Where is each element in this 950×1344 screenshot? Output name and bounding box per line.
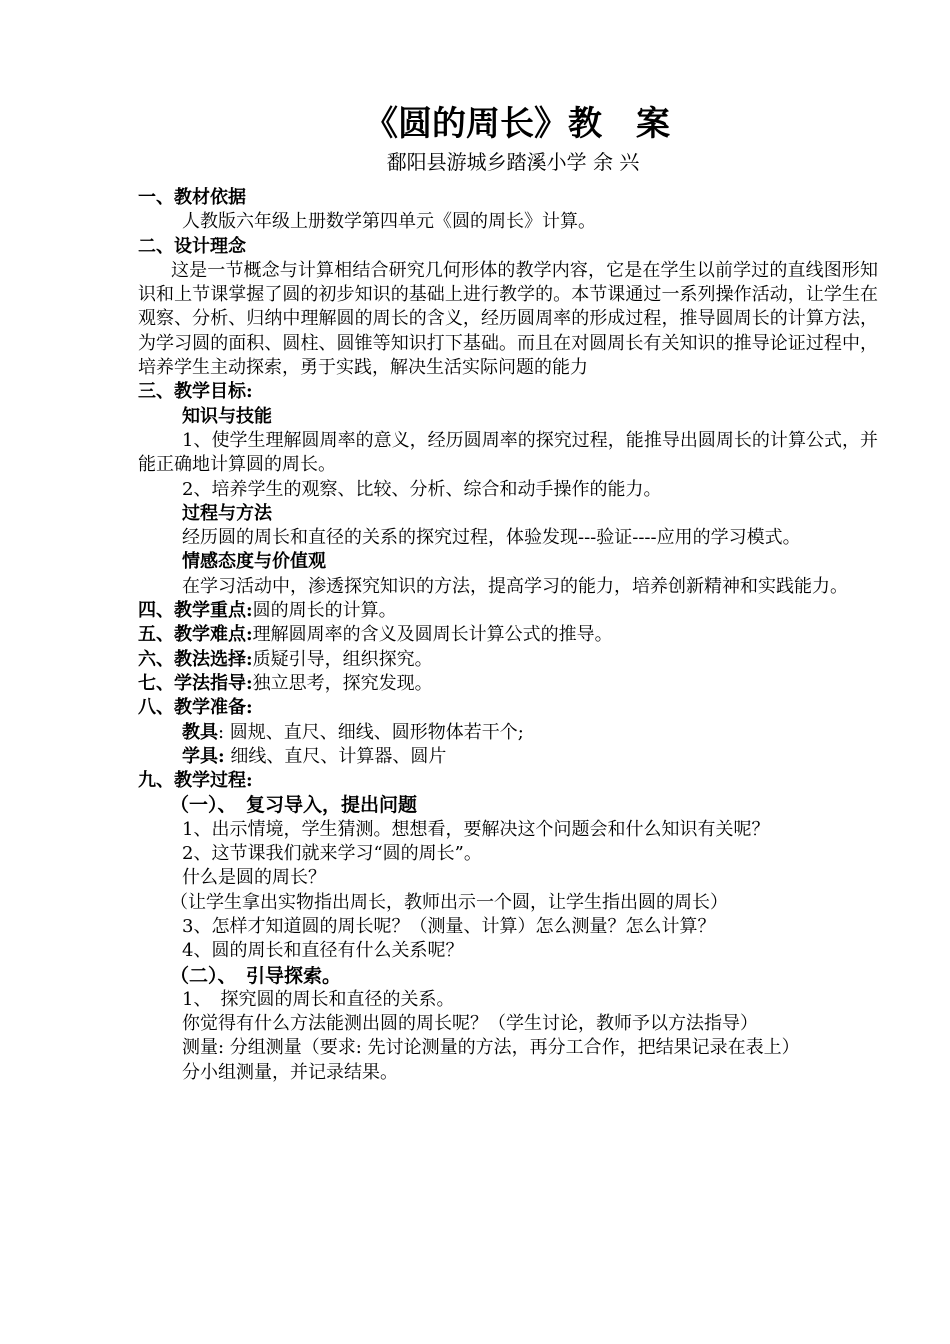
section-heading-3: 三、教学目标: xyxy=(138,381,253,403)
part-2-line-4: 分小组测量，并记录结果。 xyxy=(182,1061,398,1083)
subheading-process: 过程与方法 xyxy=(182,502,272,524)
subheading-emotion: 情感态度与价值观 xyxy=(182,551,326,573)
lesson-plan-page xyxy=(138,100,878,1085)
section-heading-8: 八、教学准备: xyxy=(138,697,253,719)
section-4 xyxy=(138,599,878,623)
student-tools xyxy=(138,745,878,769)
page-title: 《圆的周长》教 案 xyxy=(364,104,670,144)
part-2-line-2: 你觉得有什么方法能测出圆的周长呢？（学生讨论，教师予以方法指导） xyxy=(182,1013,758,1035)
section-heading-9: 九、教学过程: xyxy=(138,770,253,792)
student-tools-text: 细线、直尺、计算器、圆片 xyxy=(224,745,447,767)
section-6 xyxy=(138,648,878,672)
section-text-4: 圆的周长的计算。 xyxy=(252,600,397,622)
section-text-5: 理解圆周率的含义及圆周长计算公式的推导。 xyxy=(252,624,613,646)
section-text-2: 这是一节概念与计算相结合研究几何形体的教学内容，它是在学生以前学过的直线图形知识和上节课掌握了圆的初步知识的基础上进行教学的。本节课通过一系列操作活动，让学生在观察、分析、归纳中理解圆的周长的含义，经历圆周率的形成过程，推导圆周长的计算方法，为学习圆的面积、圆柱、圆锥等知识打下基础。而且在对圆周长有关知识的推导论证过程中，培养学生主动探索，勇于实践，解决生活实际问题的能力 xyxy=(138,259,878,379)
student-tools-label: 学具: xyxy=(182,745,225,767)
part-2-line-3: 测量: 分组测量（要求: 先讨论测量的方法，再分工合作，把结果记录在表上） xyxy=(182,1037,800,1059)
teacher-tools-label: 教具 xyxy=(182,721,218,743)
objective-k2: 2、培养学生的观察、比较、分析、综合和动手操作的能力。 xyxy=(182,478,662,500)
section-5 xyxy=(138,623,878,647)
section-heading-7: 七、学法指导: xyxy=(138,672,253,694)
part-1-line-2: 2、这节课我们就来学习“圆的周长”。 xyxy=(182,843,482,865)
subheading-knowledge: 知识与技能 xyxy=(182,405,272,427)
part-1-line-1: 1、出示情境，学生猜测。想想看，要解决这个问题会和什么知识有关呢？ xyxy=(182,818,770,840)
section-text-7: 独立思考，探究发现。 xyxy=(252,672,433,694)
teacher-tools-text: : 圆规、直尺、细线、圆形物体若干个; xyxy=(218,721,524,743)
objective-e1: 在学习活动中，渗透探究知识的方法，提高学习的能力，培养创新精神和实践能力。 xyxy=(182,575,848,597)
teacher-tools xyxy=(138,721,878,745)
section-heading-6: 六、教法选择: xyxy=(138,648,253,670)
section-heading-2: 二、设计理念 xyxy=(138,235,246,257)
section-heading-1: 一、教材依据 xyxy=(138,187,246,208)
part-1-line-5: 3、怎样才知道圆的周长呢？（测量、计算）怎么测量？怎么计算？ xyxy=(182,915,716,937)
section-7 xyxy=(138,672,878,696)
section-heading-5: 五、教学难点: xyxy=(138,624,253,646)
objective-k1: 1、使学生理解圆周率的意义，经历圆周率的探究过程，能推导出圆周长的计算公式，并能正确地计算圆的周长。 xyxy=(138,429,878,476)
part-2-title: （二）、 引导探索。 xyxy=(170,964,342,987)
part-2-line-1: 1、 探究圆的周长和直径的关系。 xyxy=(182,988,455,1010)
section-text-6: 质疑引导，组织探究。 xyxy=(252,648,433,670)
objective-p1: 经历圆的周长和直径的关系的探究过程，体验发现---验证----应用的学习模式。 xyxy=(182,527,801,549)
part-1-line-3: 什么是圆的周长？ xyxy=(182,867,326,889)
section-text-1: 人教版六年级上册数学第四单元《圆的周长》计算。 xyxy=(182,211,596,233)
section-heading-4: 四、教学重点: xyxy=(138,600,253,622)
part-1-line-6: 4、圆的周长和直径有什么关系呢？ xyxy=(182,940,464,962)
part-1-title: （一）、 复习导入，提出问题 xyxy=(170,794,418,817)
author-line: 鄱阳县游城乡踏溪小学 余 兴 xyxy=(386,150,640,174)
part-1-line-4: （让学生拿出实物指出周长，教师出示一个圆，让学生指出圆的周长） xyxy=(170,891,728,913)
